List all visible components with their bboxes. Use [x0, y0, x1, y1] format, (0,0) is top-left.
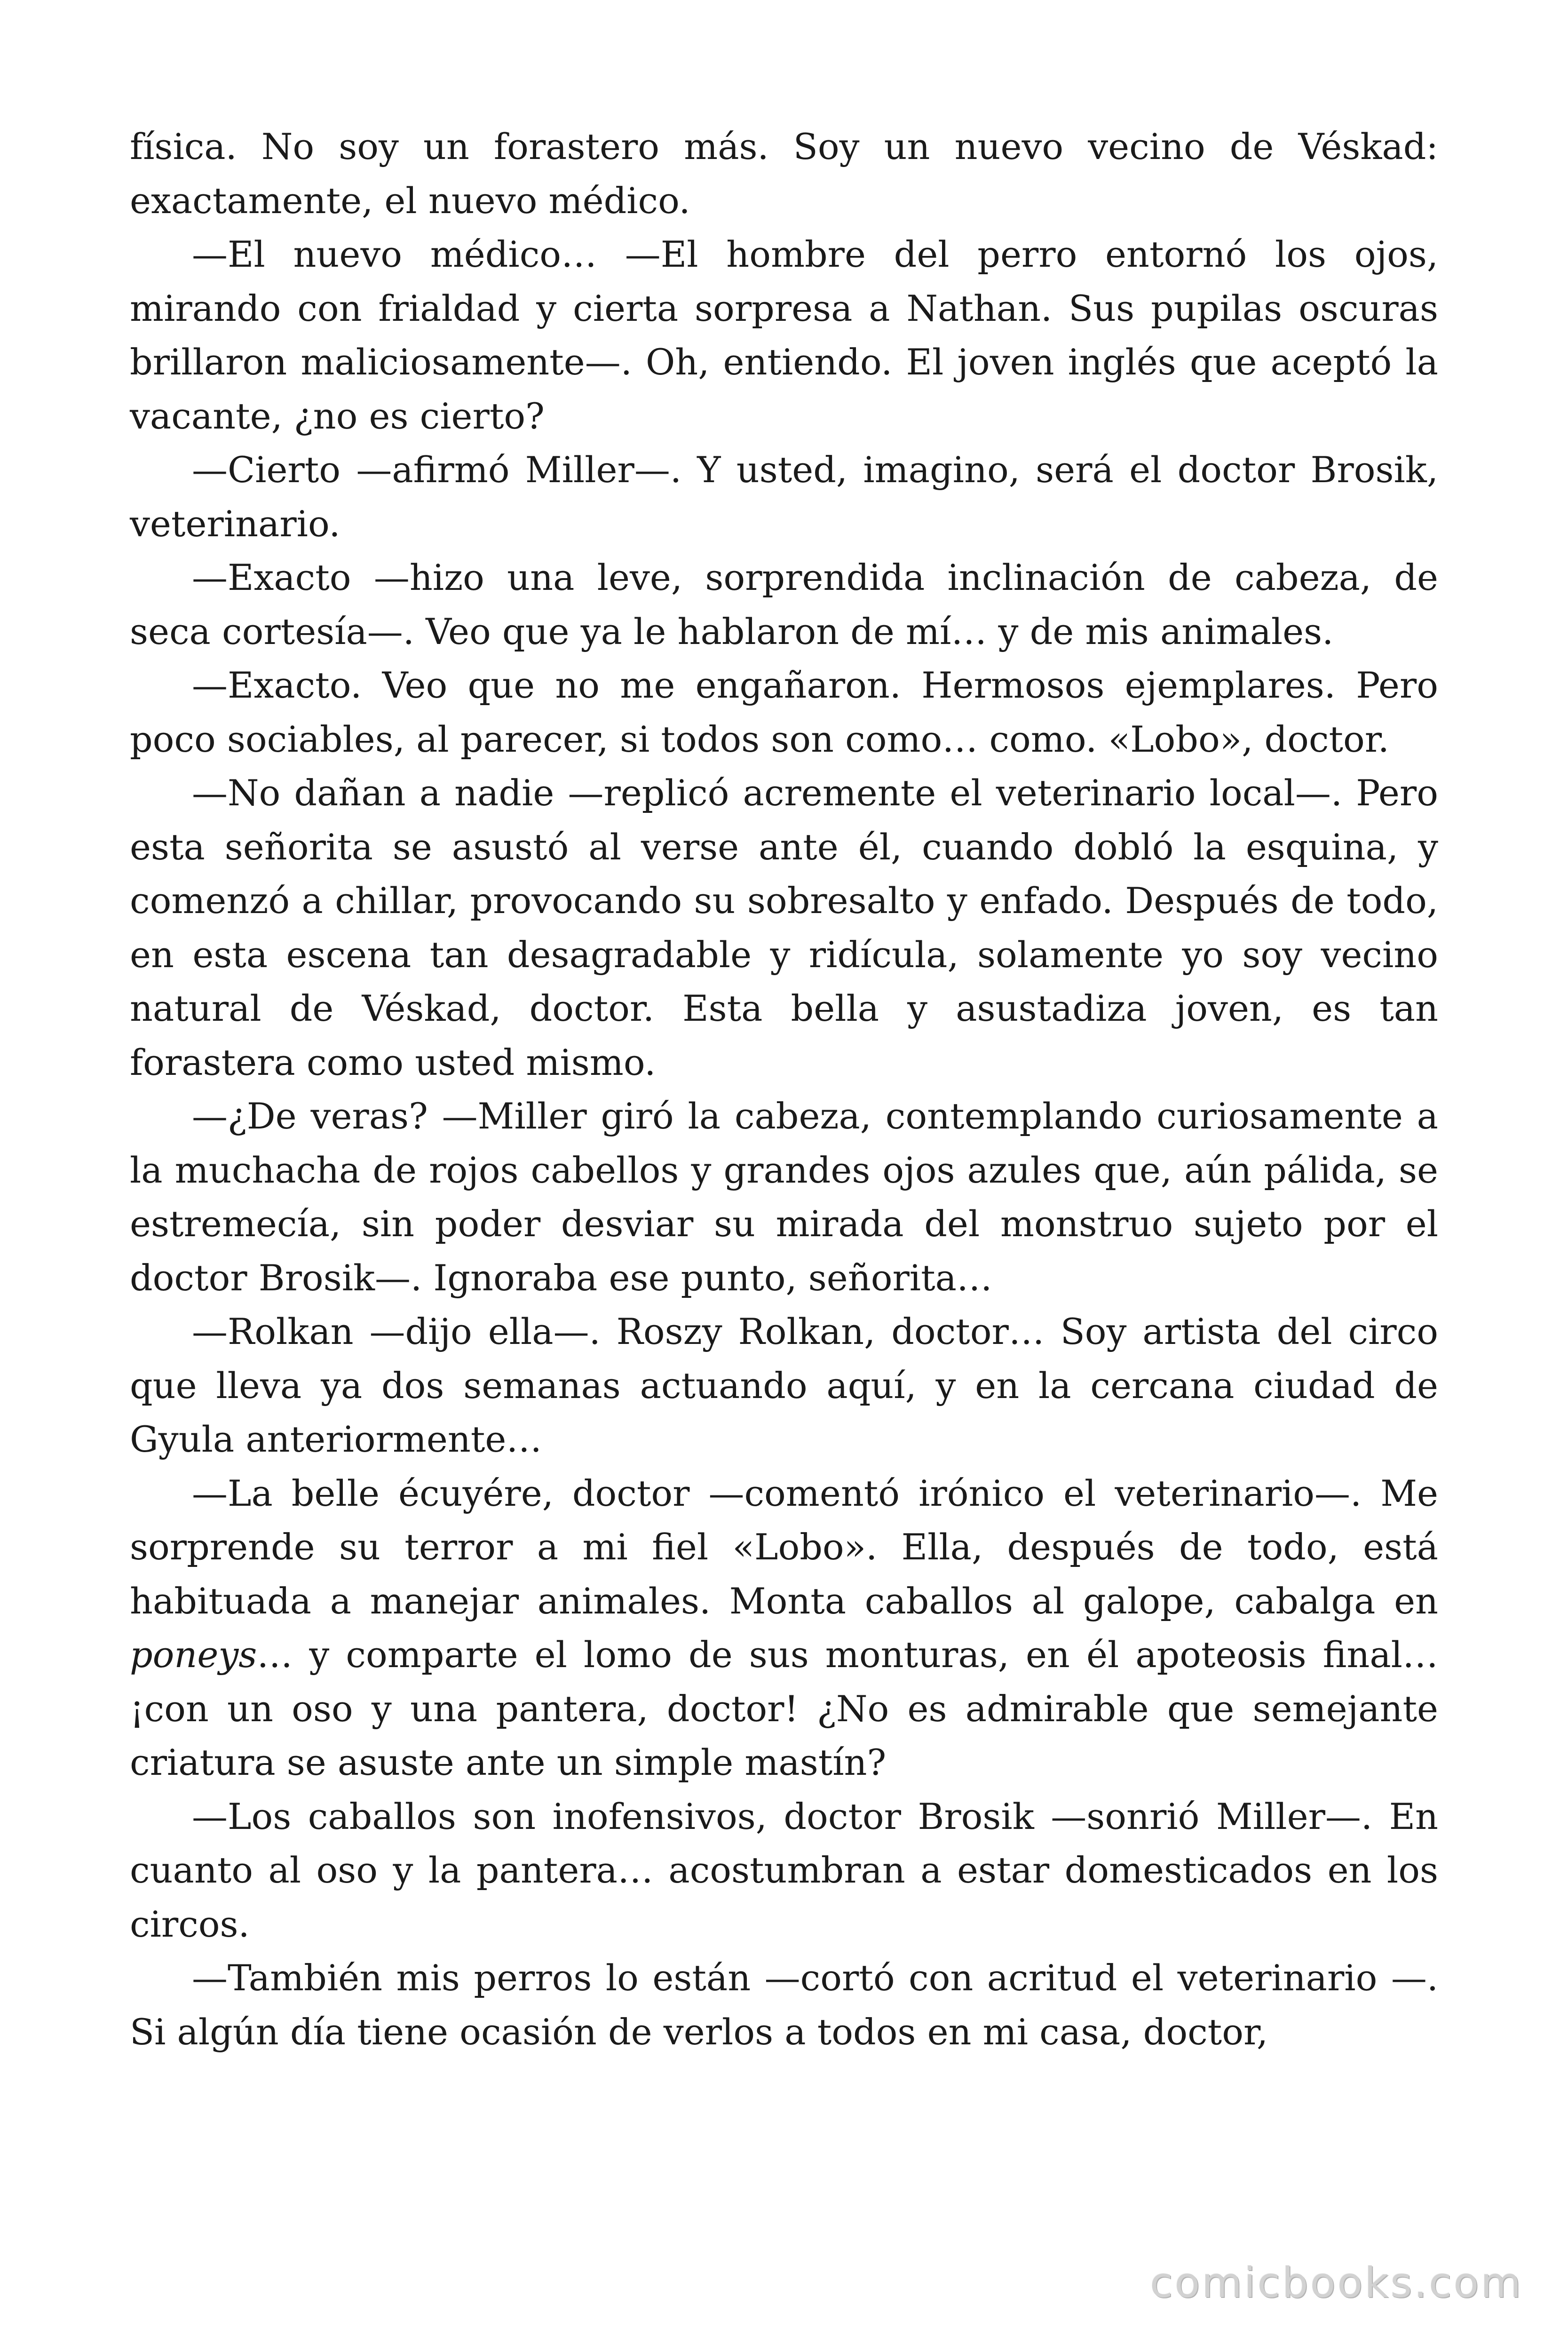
body-text: [130, 120, 1438, 2059]
paragraph-text: —La belle écuyére, doctor —comentó irónico el veterinario—. Me sorprende su terror a mi fiel «Lobo». Ella, después de todo, está habituada a manejar animales. Monta caballos al galope, cabalga en: [130, 1472, 1438, 1622]
paragraph: —Exacto —hizo una leve, sorprendida inclinación de cabeza, de seca cortesía—. Veo que ya le hablaron de mí… y de mis animales.: [130, 556, 1438, 652]
paragraph: [130, 1467, 1438, 1790]
paragraph: —También mis perros lo están —cortó con acritud el veterinario —. Si algún día tiene ocasión de verlos a todos en mi casa, doctor,: [130, 1957, 1438, 2053]
paragraph: —Los caballos son inofensivos, doctor Brosik —sonrió Miller—. En cuanto al oso y la pantera… acostumbran a estar domesticados en los circos.: [130, 1795, 1438, 1945]
paragraph: —¿De veras? —Miller giró la cabeza, contemplando curiosamente a la muchacha de rojos cabellos y grandes ojos azules que, aún pálida, se estremecía, sin poder desviar su mirada del monstruo sujeto por el doctor Brosik—. Ignoraba ese punto, señorita…: [130, 1095, 1438, 1299]
paragraph: —Exacto. Veo que no me engañaron. Hermosos ejemplares. Pero poco sociables, al parecer, si todos son como… como. «Lobo», doctor.: [130, 664, 1438, 760]
paragraph: —Cierto —afirmó Miller—. Y usted, imagino, será el doctor Brosik, veterinario.: [130, 449, 1438, 545]
paragraph-text: … y comparte el lomo de sus monturas, en él apoteosis final… ¡con un oso y una pantera, doctor! ¿No es admirable que semejante criatura se asuste ante un simple mastín?: [130, 1634, 1438, 1783]
watermark-text: comicbooks.com: [1149, 2258, 1523, 2307]
italic-word: poneys: [130, 1634, 257, 1676]
paragraph: —No dañan a nadie —replicó acremente el veterinario local—. Pero esta señorita se asustó al verse ante él, cuando dobló la esquina, y comenzó a chillar, provocando su sobresalto y enfado. Después de todo, en esta escena tan desagradable y ridícula, solamente yo soy vecino natural de Véskad, doctor. Esta bella y asustadiza joven, es tan forastera como usted mismo.: [130, 772, 1438, 1083]
paragraph: física. No soy un forastero más. Soy un nuevo vecino de Véskad: exactamente, el nuevo médico.: [130, 126, 1438, 222]
paragraph: —El nuevo médico… —El hombre del perro entornó los ojos, mirando con frialdad y cierta sorpresa a Nathan. Sus pupilas oscuras brillaron maliciosamente—. Oh, entiendo. El joven inglés que aceptó la vacante, ¿no es cierto?: [130, 233, 1438, 437]
paragraph: —Rolkan —dijo ella—. Roszy Rolkan, doctor… Soy artista del circo que lleva ya dos semanas actuando aquí, y en la cercana ciudad de Gyula anteriormente…: [130, 1311, 1438, 1460]
